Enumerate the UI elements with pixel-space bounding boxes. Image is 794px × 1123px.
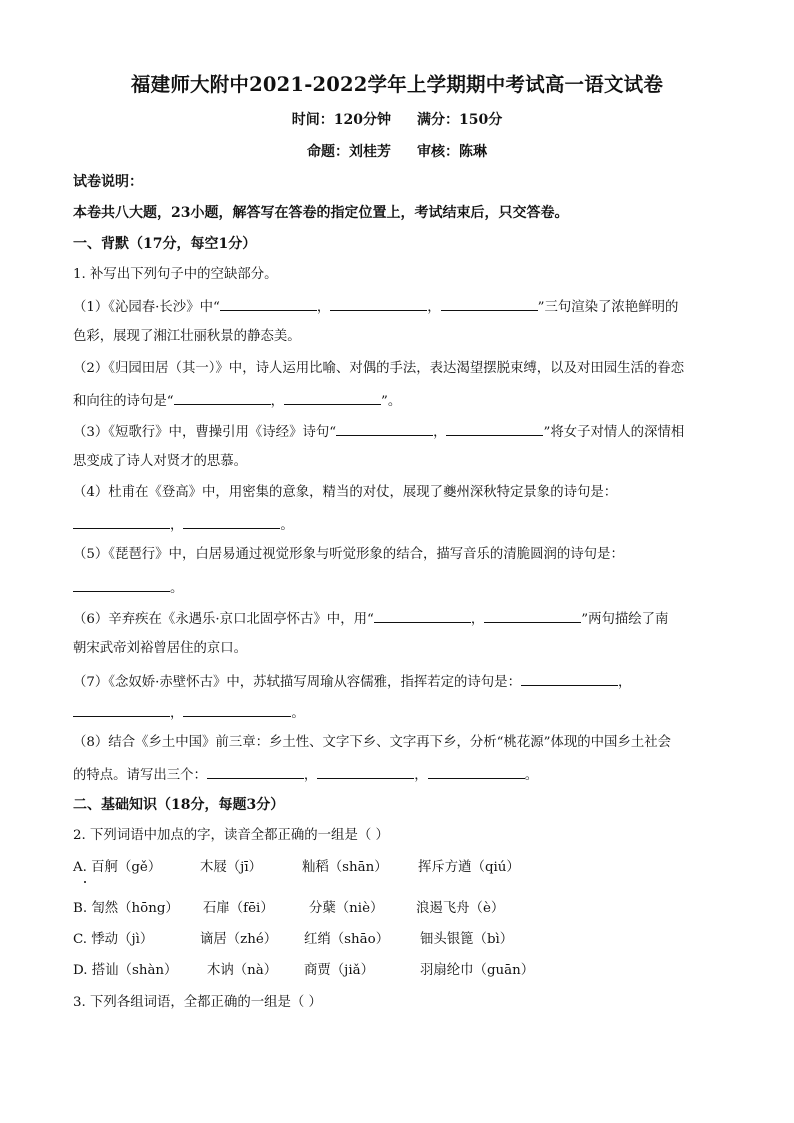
q1-item3-line1: （3）《短歌行》中，曹操引用《诗经》诗句“ ， ”将女子对情人的深情相 xyxy=(73,421,684,443)
answer-blank[interactable] xyxy=(183,514,280,529)
q1-item4-line2: ， 。 xyxy=(73,514,294,536)
q1-item1-line2: 色彩，展现了湘江壮丽秋景的静态美。 xyxy=(73,329,301,344)
instructions-text: 本卷共八大题，23小题，解答写在答卷的指定位置上，考试结束后，只交答卷。 xyxy=(73,205,569,221)
q1-item5-line1: （5）《琵琶行》中，白居易通过视觉形象与听觉形象的结合，描写音乐的清脆圆润的诗句是： xyxy=(73,547,624,562)
answer-blank[interactable] xyxy=(207,764,304,779)
exam-title: 福建师大附中2021-2022学年上学期期中考试高一语文试卷 xyxy=(130,73,664,96)
q1-item6-line1: （6）辛弃疾在《永遇乐·京口北固亭怀古》中，用“ ， ”两句描绘了南 xyxy=(73,608,668,630)
q1-item2-line1: （2）《归园田居（其一）》中，诗人运用比喻、对偶的手法，表达渴望摆脱束缚，以及对田园生活的眷恋 xyxy=(73,361,685,376)
q1-item7-line1: （7）《念奴娇·赤壁怀古》中，苏轼描写周瑜从容儒雅，指挥若定的诗句是： ， xyxy=(73,671,631,693)
answer-blank[interactable] xyxy=(336,421,433,436)
answer-blank[interactable] xyxy=(73,702,170,717)
answer-blank[interactable] xyxy=(183,702,291,717)
answer-blank[interactable] xyxy=(428,764,525,779)
answer-blank[interactable] xyxy=(174,390,271,405)
answer-blank[interactable] xyxy=(317,764,414,779)
q1-item3-line2: 思变成了诗人对贤才的思慕。 xyxy=(73,454,248,469)
answer-blank[interactable] xyxy=(284,390,381,405)
reviewer-label: 审核：陈琳 xyxy=(417,144,487,160)
q1-item7-line2: ， 。 xyxy=(73,702,305,724)
exam-time-score xyxy=(0,109,794,129)
answer-blank[interactable] xyxy=(521,671,618,686)
answer-blank[interactable] xyxy=(220,296,317,311)
q1-item8-line2: 的特点。请写出三个： ， ， 。 xyxy=(73,764,538,786)
q1-item2-line2: 和向往的诗句是“ ， ”。 xyxy=(73,390,401,412)
answer-blank[interactable] xyxy=(330,296,427,311)
q2-stem: 2. 下列词语中加点的字，读音全都正确的一组是（ ） xyxy=(73,828,389,843)
answer-blank[interactable] xyxy=(484,608,581,623)
answer-blank[interactable] xyxy=(374,608,471,623)
q1-item4-line1: （4）杜甫在《登高》中，用密集的意象，精当的对仗，展现了夔州深秋特定景象的诗句是： xyxy=(73,485,618,500)
exam-page: 福建师大附中2021-2022学年上学期期中考试高一语文试卷 时间：120分钟 满分：150分 命题：刘桂芳 审核：陈琳 试卷说明： 本卷共八大题，23小题，解答写在答卷的指定位置上，考试结束后，只交答卷。 一、背默（17分，每空1分） 1. 补写出下列句子中的空缺部分。 （1）《沁园春·长沙》中“ ， ， ”三句渲染了浓艳鲜明的 色彩，展现了湘江壮丽秋景的静态美。 （2）《归园田居（其一）》中，诗人运用比喻、对偶的手法，表达渴望摆脱束缚，以及对田园生活的眷恋 和向往的诗句是“ ， ”。 （3）《短歌行》中，曹操引用《诗经》诗句“ ， ”将女子对情人的深情相 思变成了诗人对贤才的思慕。 （4）杜甫在《登高》中，用密集的意象，精当的对仗，展现了夔州深秋特定景象的诗句是： ， 。 （5）《琵琶行》中，白居易通过视觉形象与听觉形象的结合，描写音乐的清脆圆润的诗句是： 。 （6）辛弃疾在《永遇乐·京口北固亭怀古》中，用“ ， ”两句描绘了南 朝宋武帝刘裕曾居住的京口。 （7）《念奴娇·赤壁怀古》中，苏轼描写周瑜从容儒雅，指挥若定的诗句是： ， ， 。 （8）结合《乡土中国》前三章：乡土性、文字下乡、文字再下乡，分析“桃花源”体现的中国乡土社会 的特点。请写出三个： ， ， 。 二、基础知识（18分，每题3分） 2. 下列词语中加点的字，读音全都正确的一组是（ ） A. 百舸（gě） 木屐（jī） 籼稻（shān） 挥斥方遒（qiú） B. 訇然（hōng） 石扉（fēi） 分蘖（niè） 浪遏飞舟（è） C. 悸动（jì） 谪居（zhé） 红绡（shāo） 钿头银篦（bì） D. 搭讪（shàn） 木讷（nà） 商贾（jiǎ） 羽扇纶巾（guān） 3. 下列各组词语，全都正确的一组是（ ） xyxy=(0,0,794,1123)
q1-item5-line2: 。 xyxy=(73,577,183,599)
exam-authors xyxy=(0,141,794,161)
emphasis-dot xyxy=(84,881,86,883)
q1-stem: 1. 补写出下列句子中的空缺部分。 xyxy=(73,267,278,282)
q1-item8-line1: （8）结合《乡土中国》前三章：乡土性、文字下乡、文字再下乡，分析“桃花源”体现的中国乡土社会 xyxy=(73,735,672,750)
q3-stem: 3. 下列各组词语，全都正确的一组是（ ） xyxy=(73,995,322,1010)
instructions-heading: 试卷说明： xyxy=(73,174,143,190)
answer-blank[interactable] xyxy=(441,296,538,311)
time-label: 时间：120分钟 xyxy=(291,112,391,128)
answer-blank[interactable] xyxy=(446,421,543,436)
q1-item6-line2: 朝宋武帝刘裕曾居住的京口。 xyxy=(73,641,248,656)
answer-blank[interactable] xyxy=(73,514,170,529)
answer-blank[interactable] xyxy=(73,577,170,592)
section1-heading: 一、背默（17分，每空1分） xyxy=(73,236,257,252)
score-label: 满分：150分 xyxy=(417,112,503,128)
q1-item1-line1: （1）《沁园春·长沙》中“ ， ， ”三句渲染了浓艳鲜明的 xyxy=(73,296,678,318)
section2-heading: 二、基础知识（18分，每题3分） xyxy=(73,797,285,813)
author-label: 命题：刘桂芳 xyxy=(307,144,391,160)
